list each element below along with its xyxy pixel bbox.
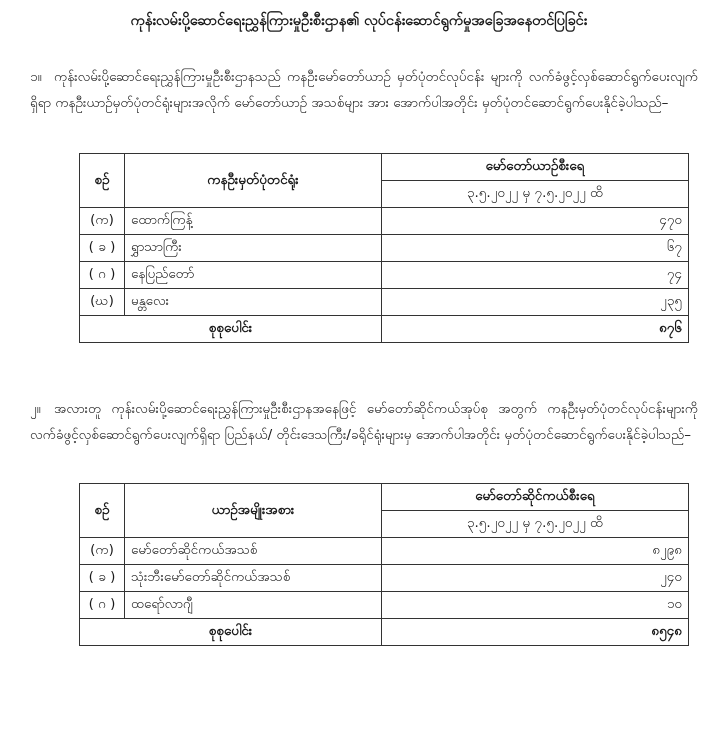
vehicle-types-table bbox=[79, 483, 689, 646]
table-row bbox=[80, 592, 689, 619]
table1-header-office: ကနဦးမှတ်ပုံတင်ရုံး bbox=[125, 154, 382, 208]
row-number: ( ဂ ) bbox=[80, 592, 125, 619]
table-row bbox=[80, 235, 689, 262]
vehicle-type: သုံးဘီးမော်တော်ဆိုင်ကယ်အသစ် bbox=[125, 565, 382, 592]
table1-header-no: စဉ် bbox=[80, 154, 125, 208]
paragraph-2 bbox=[30, 396, 698, 448]
table2-header-count: မော်တော်ဆိုင်ကယ်စီးရေ bbox=[382, 484, 689, 511]
table-total-row bbox=[80, 316, 689, 343]
row-number: (က) bbox=[80, 208, 125, 235]
total-label: စုစုပေါင်း bbox=[80, 619, 382, 646]
office-name: နေပြည်တော် bbox=[125, 262, 382, 289]
total-value: ၈၅၄၈ bbox=[382, 619, 689, 646]
row-number: ( ဂ ) bbox=[80, 262, 125, 289]
total-value: ၈၇၆ bbox=[382, 316, 689, 343]
document-title: ကုန်းလမ်းပို့ဆောင်ရေးညွှန်ကြားမှုဦးစီးဌာန၏ လုပ်ငန်းဆောင်ရွက်မှုအခြေအနေတင်ပြခြင်း bbox=[130, 13, 588, 29]
paragraph-1-number: ၁။ bbox=[30, 69, 42, 85]
paragraph-1 bbox=[30, 64, 698, 116]
motorcycle-count: ၁၀ bbox=[382, 592, 689, 619]
vehicle-count: ၇၄ bbox=[382, 262, 689, 289]
table1-header-period: ၃.၅.၂၀၂၂ မှ ၇.၅.၂၀၂၂ ထိ bbox=[382, 181, 689, 208]
motorcycle-count: ၈၂၉၈ bbox=[382, 538, 689, 565]
office-name: ရွှာသာကြီး bbox=[125, 235, 382, 262]
vehicle-count: ၆၇ bbox=[382, 235, 689, 262]
table2-header-period: ၃.၅.၂၀၂၂ မှ ၇.၅.၂၀၂၂ ထိ bbox=[382, 511, 689, 538]
table-row bbox=[80, 262, 689, 289]
row-number: ( ခ ) bbox=[80, 565, 125, 592]
vehicle-count: ၂၃၅ bbox=[382, 289, 689, 316]
row-number: ( ခ ) bbox=[80, 235, 125, 262]
table-row bbox=[80, 565, 689, 592]
table1-header-count: မော်တော်ယာဉ်စီးရေ bbox=[382, 154, 689, 181]
table2-header-no: စဉ် bbox=[80, 484, 125, 538]
table-row bbox=[80, 538, 689, 565]
office-name: ထောက်ကြန့် bbox=[125, 208, 382, 235]
office-name: မန္တလေး bbox=[125, 289, 382, 316]
table-row bbox=[80, 208, 689, 235]
table-total-row bbox=[80, 619, 689, 646]
vehicle-type: မော်တော်ဆိုင်ကယ်အသစ် bbox=[125, 538, 382, 565]
registration-offices-table bbox=[79, 153, 689, 343]
row-number: (က) bbox=[80, 538, 125, 565]
motorcycle-count: ၂၄၀ bbox=[382, 565, 689, 592]
table-row bbox=[80, 289, 689, 316]
vehicle-count: ၄၇၀ bbox=[382, 208, 689, 235]
paragraph-1-text: ကုန်းလမ်းပို့ဆောင်ရေးညွှန်ကြားမှုဦးစီးဌာနသည် ကနဦးမော်တော်ယာဉ် မှတ်ပုံတင်လုပ်ငန်း များကို လက်ခံဖွင့်လှစ်ဆောင်ရွက်ပေးလျက်ရှိရာ ကနဦးယာဉ်မှတ်ပုံတင်ရုံးများအလိုက် မော်တော်ယာဉ် အသစ်များ အား အောက်ပါအတိုင်း မှတ်ပုံတင်ဆောင်ရွက်ပေးနိုင်ခဲ့ပါသည်– bbox=[30, 69, 698, 111]
row-number: (ဃ) bbox=[80, 289, 125, 316]
total-label: စုစုပေါင်း bbox=[80, 316, 382, 343]
table2-header-type: ယာဉ်အမျိုးအစား bbox=[125, 484, 382, 538]
paragraph-2-text: အလားတူ ကုန်းလမ်းပို့ဆောင်ရေးညွှန်ကြားမှုဦးစီးဌာနအနေဖြင့် မော်တော်ဆိုင်ကယ်အုပ်စု အတွက် ကနဦးမှတ်ပုံတင်လုပ်ငန်းများကို လက်ခံဖွင့်လှစ်ဆောင်ရွက်ပေးလျက်ရှိရာ ပြည်နယ်/ တိုင်းဒေသကြီး/ခရိုင်ရုံးများမှ အောက်ပါအတိုင်း မှတ်ပုံတင်ဆောင်ရွက်ပေးနိုင်ခဲ့ပါသည်– bbox=[30, 401, 698, 443]
paragraph-2-number: ၂။ bbox=[30, 401, 41, 417]
vehicle-type: ထရော်လာဂျီ bbox=[125, 592, 382, 619]
